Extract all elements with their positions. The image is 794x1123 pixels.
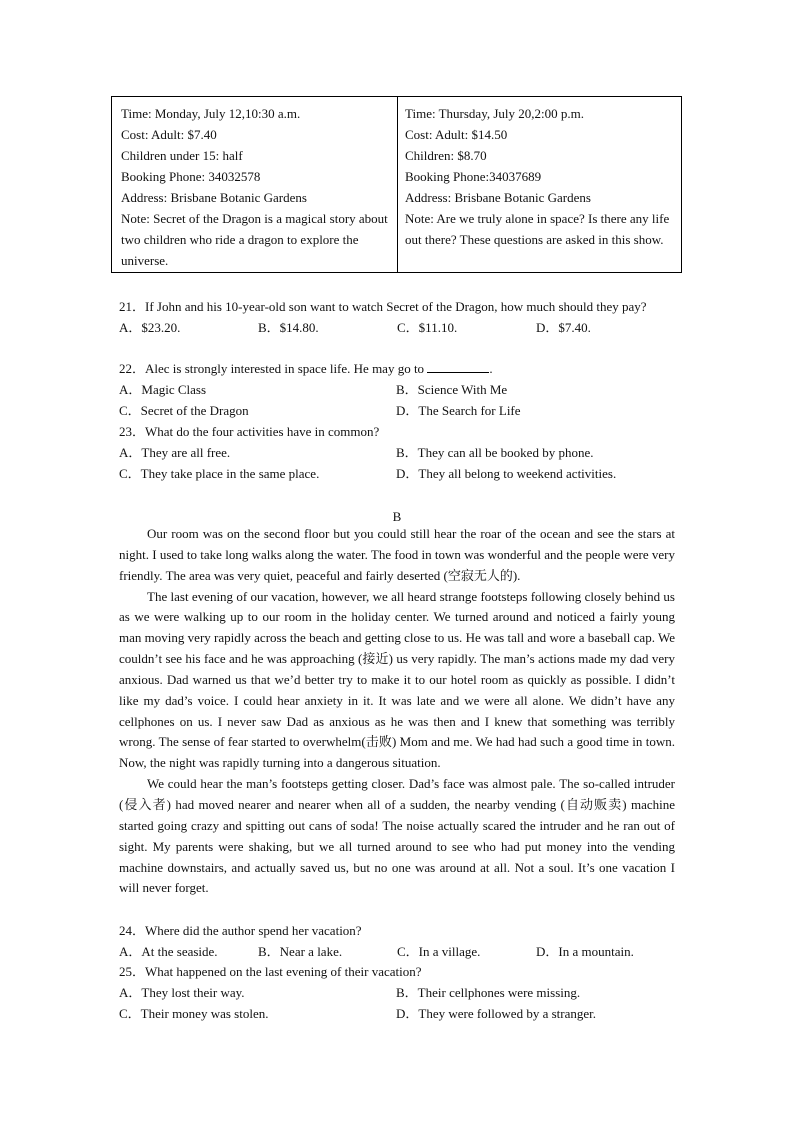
option-b[interactable]: B．Near a lake. [258, 944, 343, 959]
section-heading: B [392, 509, 402, 524]
option-row [119, 463, 679, 484]
option-row [119, 379, 679, 400]
left-time: Time: Monday, July 12,10:30 a.m. [121, 106, 301, 121]
question-22 [119, 358, 679, 421]
right-time: Time: Thursday, July 20,2:00 p.m. [405, 106, 585, 121]
right-address: Address: Brisbane Botanic Gardens [405, 190, 591, 205]
right-children: Children: $8.70 [405, 148, 487, 163]
option-row [119, 442, 679, 463]
question-25 [119, 961, 679, 1024]
option-row [119, 317, 679, 338]
option-b[interactable]: B．Their cellphones were missing. [396, 985, 581, 1000]
activity-right-cell [397, 97, 681, 272]
question-stem: 24．Where did the author spend her vacation? [119, 923, 362, 938]
option-b[interactable]: B．Science With Me [396, 382, 508, 397]
option-row [119, 400, 679, 421]
question-stem: 23．What do the four activities have in common? [119, 424, 380, 439]
activity-info-table [111, 96, 682, 273]
reading-passage [119, 524, 675, 899]
passage-paragraph-2: The last evening of our vacation, however, we all heard strange footsteps following closely behind us as we were walking up to our room in the holiday center. We turned around and noticed a fairly young man moving very rapidly across the beach and getting close to us. He was tall and wore a baseball cap. We couldn’t see his face and he was approaching (接近) us very rapidly. The man’s actions made my dad very anxious. Dad warned us that we’d better try to make it to our hotel room as quickly as possible. I didn’t like my dad’s voice. I could hear anxiety in it. It was late and we were all alone. We didn’t have any cellphones on us. I never saw Dad as anxious as he was then and I knew that something was terribly wrong. The sense of fear started to overwhelm(击败) Mom and me. We had had such a good time in town. Now, the night was rapidly turning into a dangerous situation. [119, 588, 675, 771]
question-21 [119, 296, 679, 338]
option-a[interactable]: A．At the seaside. [119, 944, 218, 959]
option-c[interactable]: C．In a village. [397, 944, 481, 959]
question-stem: 21．If John and his 10-year-old son want to watch Secret of the Dragon, how much should they pay? [119, 299, 647, 314]
option-b[interactable]: B．They can all be booked by phone. [396, 445, 594, 460]
option-d[interactable]: D．$7.40. [536, 320, 591, 335]
left-phone: Booking Phone: 34032578 [121, 169, 261, 184]
left-note: Note: Secret of the Dragon is a magical story about two children who ride a dragon to explore the universe. [121, 211, 388, 268]
right-phone: Booking Phone:34037689 [405, 169, 542, 184]
option-d[interactable]: D．The Search for Life [396, 403, 521, 418]
option-c[interactable]: C．Their money was stolen. [119, 1006, 269, 1021]
option-a[interactable]: A．Magic Class [119, 382, 207, 397]
left-address: Address: Brisbane Botanic Gardens [121, 190, 307, 205]
option-d[interactable]: D．In a mountain. [536, 944, 634, 959]
option-a[interactable]: A．They are all free. [119, 445, 231, 460]
option-c[interactable]: C．Secret of the Dragon [119, 403, 249, 418]
option-c[interactable]: C．$11.10. [397, 320, 458, 335]
passage-paragraph-3: We could hear the man’s footsteps getting closer. Dad’s face was almost pale. The so-called intruder (侵入者) had moved nearer and nearer when all of a sudden, the nearby vending (自动贩卖) machine started going crazy and spitting out cans of soda! The noise actually scared the intruder and he ran out of sight. My parents were shaking, but we all turned around to see who had put money into the vending machine downstairs, and actually saved us, but no one was around at all. Not a soul. It’s one vacation I will never forget. [119, 776, 675, 896]
option-a[interactable]: A．They lost their way. [119, 985, 245, 1000]
option-d[interactable]: D．They were followed by a stranger. [396, 1006, 596, 1021]
option-b[interactable]: B．$14.80. [258, 320, 319, 335]
option-row [119, 982, 679, 1003]
question-23 [119, 421, 679, 484]
stem-end: . [489, 361, 493, 376]
stem-text: 22．Alec is strongly interested in space life. He may go to [119, 361, 428, 376]
option-row [119, 941, 679, 962]
option-a[interactable]: A．$23.20. [119, 320, 181, 335]
left-children: Children under 15: half [121, 148, 243, 163]
right-cost: Cost: Adult: $14.50 [405, 127, 508, 142]
option-d[interactable]: D．They all belong to weekend activities. [396, 466, 617, 481]
answer-blank [427, 360, 489, 373]
option-c[interactable]: C．They take place in the same place. [119, 466, 320, 481]
question-stem: 25．What happened on the last evening of their vacation? [119, 964, 422, 979]
passage-paragraph-1: Our room was on the second floor but you could still hear the roar of the ocean and see the stars at night. I used to take long walks along the water. The food in town was wonderful and the people were very friendly. The area was very quiet, peaceful and fairly deserted (空寂无人的). [119, 526, 675, 583]
left-cost: Cost: Adult: $7.40 [121, 127, 217, 142]
question-24 [119, 920, 679, 962]
activity-left-cell [112, 97, 397, 272]
right-note: Note: Are we truly alone in space? Is there any life out there? These questions are asked in this show. [405, 211, 670, 247]
option-row [119, 1003, 679, 1024]
question-stem [119, 358, 679, 379]
